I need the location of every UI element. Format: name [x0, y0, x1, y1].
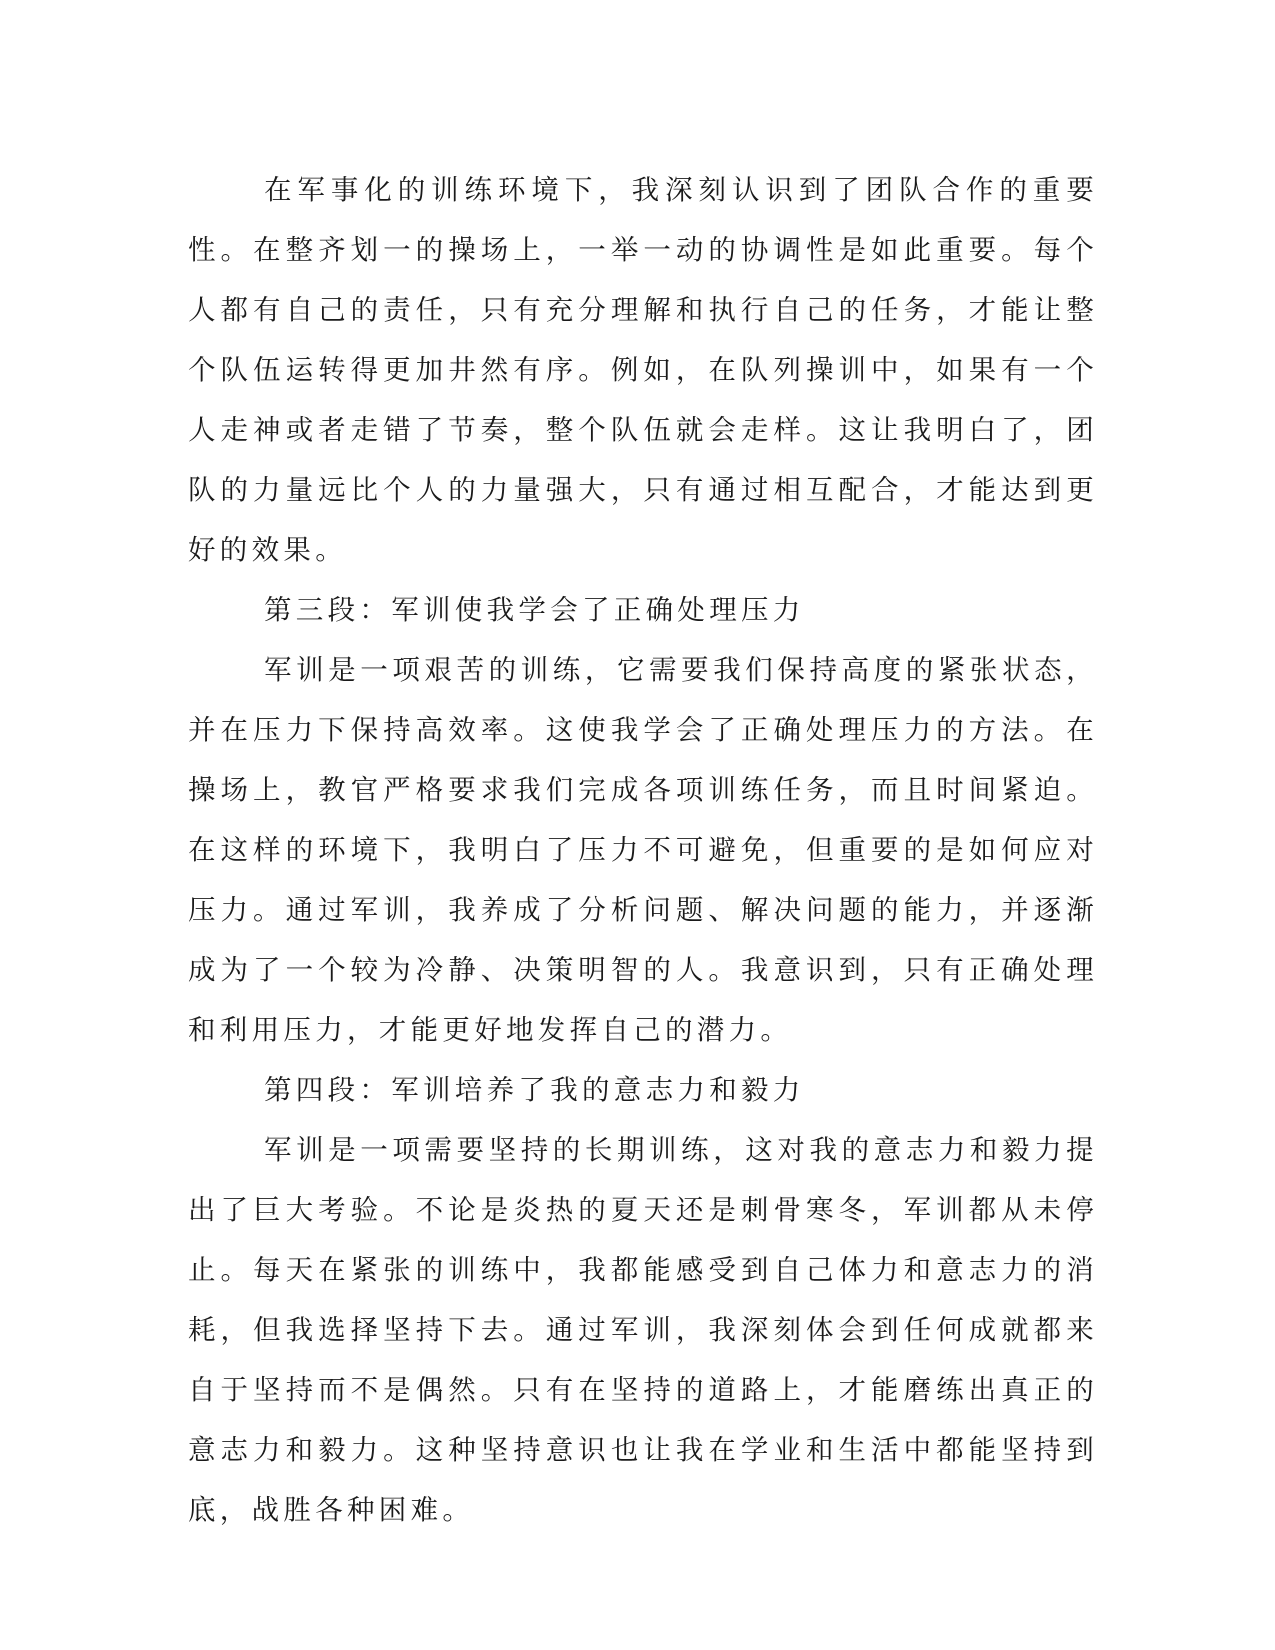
paragraph-teamwork: 在军事化的训练环境下，我深刻认识到了团队合作的重要性。在整齐划一的操场上，一举一动的协调性是如此重要。每个人都有自己的责任，只有充分理解和执行自己的任务，才能让整个队伍运转得更加井然有序。例如，在队列操训中，如果有一个人走神或者走错了节奏，整个队伍就会走样。这让我明白了，团队的力量远比个人的力量强大，只有通过相互配合，才能达到更好的效果。 [188, 174, 1098, 566]
section-heading-3: 第三段：军训使我学会了正确处理压力 [264, 594, 805, 626]
section-heading-4: 第四段：军训培养了我的意志力和毅力 [264, 1074, 805, 1106]
paragraph-perseverance: 军训是一项需要坚持的长期训练，这对我的意志力和毅力提出了巨大考验。不论是炎热的夏天还是刺骨寒冬，军训都从未停止。每天在紧张的训练中，我都能感受到自己体力和意志力的消耗，但我选择坚持下去。通过军训，我深刻体会到任何成就都来自于坚持而不是偶然。只有在坚持的道路上，才能磨练出真正的意志力和毅力。这种坚持意识也让我在学业和生活中都能坚持到底，战胜各种困难。 [188, 1134, 1098, 1526]
paragraph-pressure: 军训是一项艰苦的训练，它需要我们保持高度的紧张状态，并在压力下保持高效率。这使我学会了正确处理压力的方法。在操场上，教官严格要求我们完成各项训练任务，而且时间紧迫。在这样的环境下，我明白了压力不可避免，但重要的是如何应对压力。通过军训，我养成了分析问题、解决问题的能力，并逐渐成为了一个较为冷静、决策明智的人。我意识到，只有正确处理和利用压力，才能更好地发挥自己的潜力。 [188, 654, 1098, 1046]
document-body [188, 160, 1098, 1540]
